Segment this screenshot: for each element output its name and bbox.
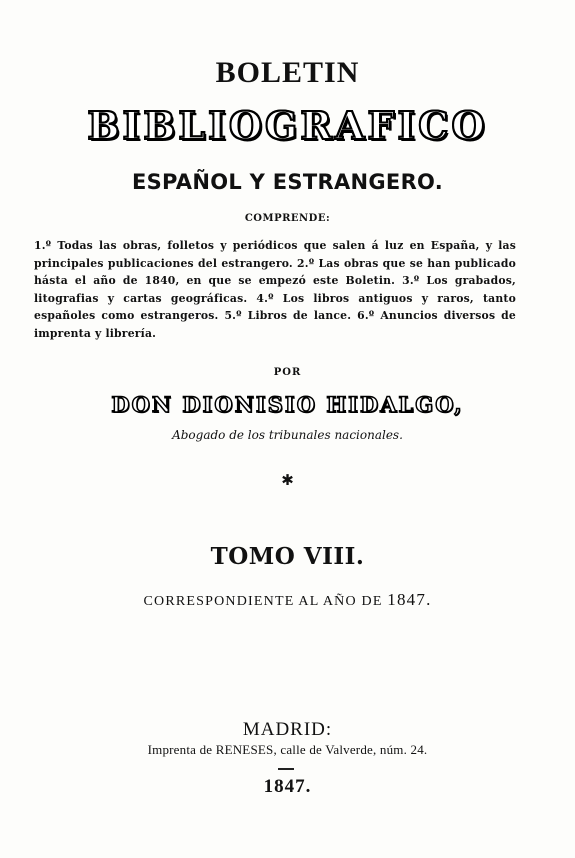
year-line — [0, 590, 575, 610]
author-name: DON DIONISIO HIDALGO, — [111, 392, 464, 417]
publication-year: 1847. — [263, 776, 312, 797]
divider-rule — [278, 768, 294, 770]
year-line-text: CORRESPONDIENTE AL AÑO DE — [143, 594, 383, 609]
contents-description: 1.º Todas las obras, folletos y periódicos que salen á luz en España, y las principales publicaciones del estrangero. 2.º Las obras que se han publicado hásta el año de 1840, en que se empezó este Boletin. 3.º Los grabados, litografias y cartas geográficas. 4.º Los libros antiguos y raros, tanto españoles como estrangeros. 5.º Libros de lance. 6.º Anuncios diversos de imprenta y librería. — [34, 239, 516, 340]
title-line-1: BOLETIN — [215, 56, 360, 89]
imprint-line: Imprenta de RENESES, calle de Valverde, núm. 24. — [147, 742, 428, 757]
subtitle: ESPAÑOL Y ESTRANGERO. — [131, 170, 444, 194]
year-line-year: 1847. — [387, 590, 432, 609]
volume-title: TOMO VIII. — [210, 543, 365, 570]
author-role: Abogado de los tribunales nacionales. — [172, 428, 403, 442]
publication-place: MADRID: — [242, 719, 333, 740]
por-label: POR — [273, 367, 302, 378]
ornament-icon: ✱ — [281, 471, 294, 489]
comprende-label: COMPRENDE: — [244, 213, 331, 224]
title-line-2: BIBLIOGRAFICO — [87, 103, 488, 148]
